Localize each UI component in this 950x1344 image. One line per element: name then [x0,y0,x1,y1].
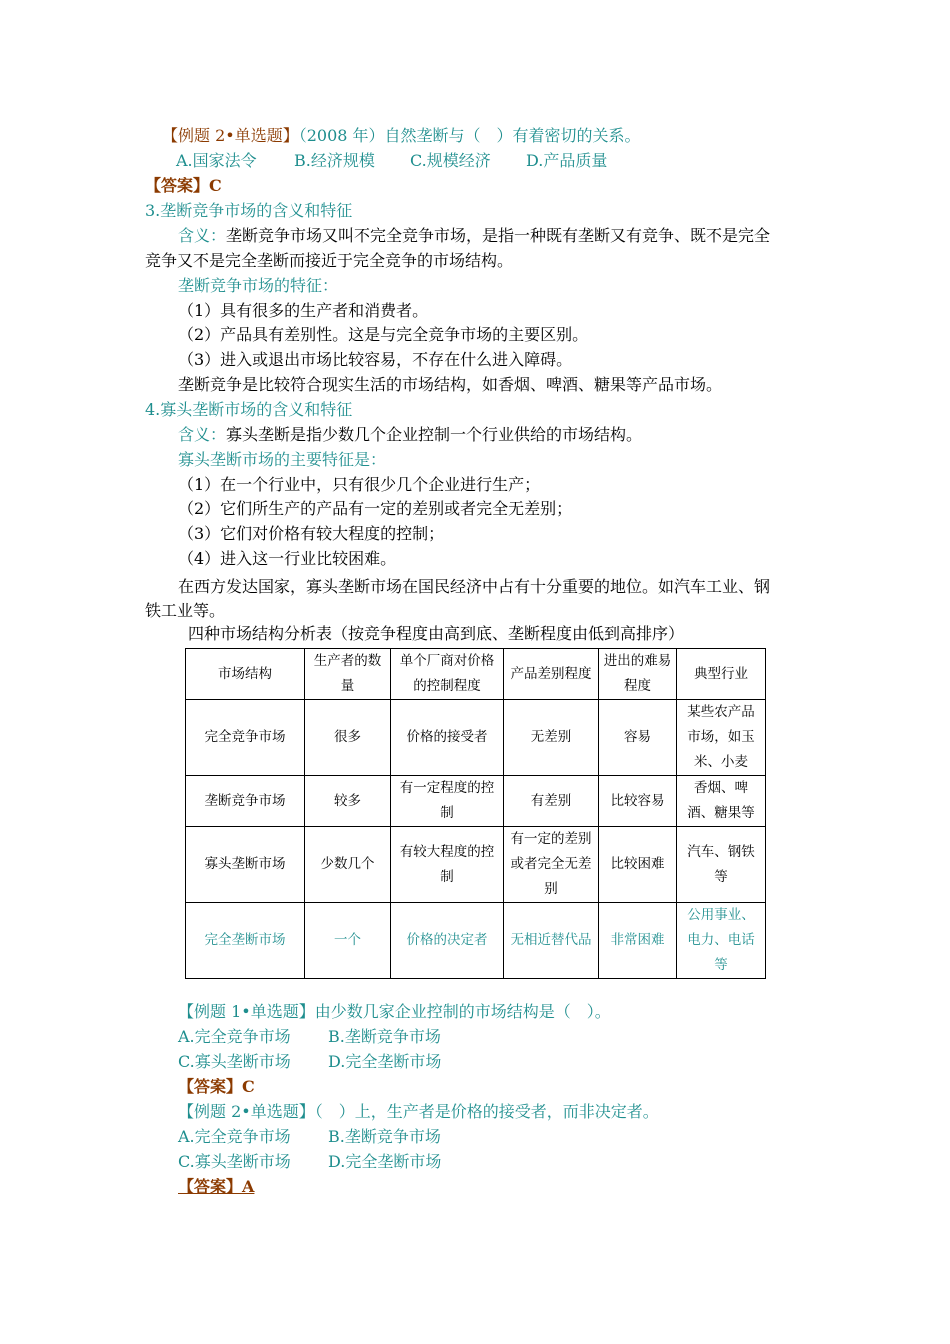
section-4-summary: 在西方发达国家，寡头垄断市场在国民经济中占有十分重要的地位。如汽车工业、钢 [178,577,771,596]
section-4-features-label: 寡头垄断市场的主要特征是： [178,450,387,469]
section-3-meaning [178,224,770,248]
option-b: B.垄断竞争市场 [328,1127,441,1146]
table-row [186,903,766,979]
section-4-feature-3: （3）它们对价格有较大程度的控制； [178,524,445,543]
market-structure-table [185,648,766,979]
header-cell: 典型行业 [677,649,766,700]
table-row [186,827,766,903]
table-cell: 汽车、钢铁等 [677,827,766,903]
table-cell: 价格的决定者 [391,903,504,979]
option-a: A.完全竞争市场 [178,1027,291,1046]
option-d: D.完全垄断市场 [328,1052,442,1071]
example-2b-stem: （ ）上，生产者是价格的接受者，而非决定者。 [314,1102,659,1121]
example-2-question [162,124,641,148]
table-cell: 比较困难 [599,827,677,903]
example-2b-question [178,1100,659,1124]
option-c: C.寡头垄断市场 [178,1152,291,1171]
option-d: D.完全垄断市场 [328,1152,442,1171]
meaning-text: 寡头垄断是指少数几个企业控制一个行业供给的市场结构。 [226,425,643,444]
answer-value: C [209,176,222,195]
table-cell: 很多 [305,700,391,776]
header-cell: 进出的难易程度 [599,649,677,700]
section-3-feature-2: （2）产品具有差别性。这是与完全竞争市场的主要区别。 [178,325,589,344]
table-caption: 四种市场结构分析表（按竞争程度由高到底、垄断程度由低到高排序） [188,624,685,643]
example-2-stem: （2008 年）自然垄断与（ ）有着密切的关系。 [298,126,641,145]
table-cell: 完全垄断市场 [186,903,305,979]
option-c: C.规模经济 [410,151,491,170]
example-1-stem: 由少数几家企业控制的市场结构是（ ）。 [314,1002,611,1021]
header-cell: 市场结构 [186,649,305,700]
header-cell: 产品差别程度 [504,649,599,700]
header-cell: 生产者的数量 [305,649,391,700]
option-b: B.经济规模 [294,151,375,170]
meaning-text: 垄断竞争市场又叫不完全竞争市场，是指一种既有垄断又有竞争、既不是完全 [226,226,771,245]
header-cell: 单个厂商对价格的控制程度 [391,649,504,700]
example-1-question [178,1000,611,1024]
example-1-head: 【例题 1•单选题】 [178,1002,315,1021]
answer-value: C [242,1077,255,1096]
table-cell: 比较容易 [599,776,677,827]
section-4-meaning [178,423,642,447]
option-d: D.产品质量 [526,151,608,170]
example-1-options-row-1 [178,1025,441,1049]
example-2b-options-row-2 [178,1150,441,1174]
section-4-title: 4.寡头垄断市场的含义和特征 [145,400,353,419]
option-c: C.寡头垄断市场 [178,1052,291,1071]
table-cell: 容易 [599,700,677,776]
table-row [186,776,766,827]
example-2-options [176,149,607,173]
table-cell: 一个 [305,903,391,979]
example-2b-answer [178,1175,254,1199]
table-cell: 有一定程度的控制 [391,776,504,827]
table-cell: 无相近替代品 [504,903,599,979]
section-3-feature-3: （3）进入或退出市场比较容易，不存在什么进入障碍。 [178,350,573,369]
option-a: A.国家法令 [176,151,257,170]
option-a: A.完全竞争市场 [178,1127,291,1146]
section-4-summary-cont: 铁工业等。 [145,601,226,620]
example-2b-head: 【例题 2•单选题】 [178,1102,315,1121]
table-cell: 公用事业、电力、电话等 [677,903,766,979]
section-3-features-label: 垄断竞争市场的特征： [178,276,339,295]
table-cell: 香烟、啤酒、糖果等 [677,776,766,827]
table-row [186,700,766,776]
example-2-answer [145,174,222,198]
section-3-summary: 垄断竞争是比较符合现实生活的市场结构，如香烟、啤酒、糖果等产品市场。 [178,375,723,394]
table-cell: 完全竞争市场 [186,700,305,776]
answer-label: 【答案】 [145,176,210,195]
section-4-feature-4: （4）进入这一行业比较困难。 [178,549,397,568]
table-cell: 较多 [305,776,391,827]
table-cell: 寡头垄断市场 [186,827,305,903]
table-cell: 垄断竞争市场 [186,776,305,827]
meaning-label: 含义： [178,425,227,444]
table-cell: 有较大程度的控制 [391,827,504,903]
answer-label: 【答案】 [178,1177,243,1196]
example-1-options-row-2 [178,1050,441,1074]
answer-value: A [242,1177,255,1196]
answer-label: 【答案】 [178,1077,243,1096]
table-cell: 有差别 [504,776,599,827]
example-1-answer [178,1075,255,1099]
table-cell: 某些农产品市场，如玉米、小麦 [677,700,766,776]
option-b: B.垄断竞争市场 [328,1027,441,1046]
table-cell: 非常困难 [599,903,677,979]
table-header-row [186,649,766,700]
table-cell: 无差别 [504,700,599,776]
section-4-feature-1: （1）在一个行业中，只有很少几个企业进行生产； [178,475,541,494]
table-cell: 少数几个 [305,827,391,903]
example-2-head: 【例题 2•单选题】 [162,126,299,145]
section-3-meaning-cont: 竞争又不是完全垄断而接近于完全竞争的市场结构。 [145,251,514,270]
section-4-feature-2: （2）它们所生产的产品有一定的差别或者完全无差别； [178,499,573,518]
section-3-title: 3.垄断竞争市场的含义和特征 [145,201,353,220]
table-cell: 有一定的差别或者完全无差别 [504,827,599,903]
meaning-label: 含义： [178,226,227,245]
section-3-feature-1: （1）具有很多的生产者和消费者。 [178,301,429,320]
example-2b-options-row-1 [178,1125,441,1149]
table-cell: 价格的接受者 [391,700,504,776]
